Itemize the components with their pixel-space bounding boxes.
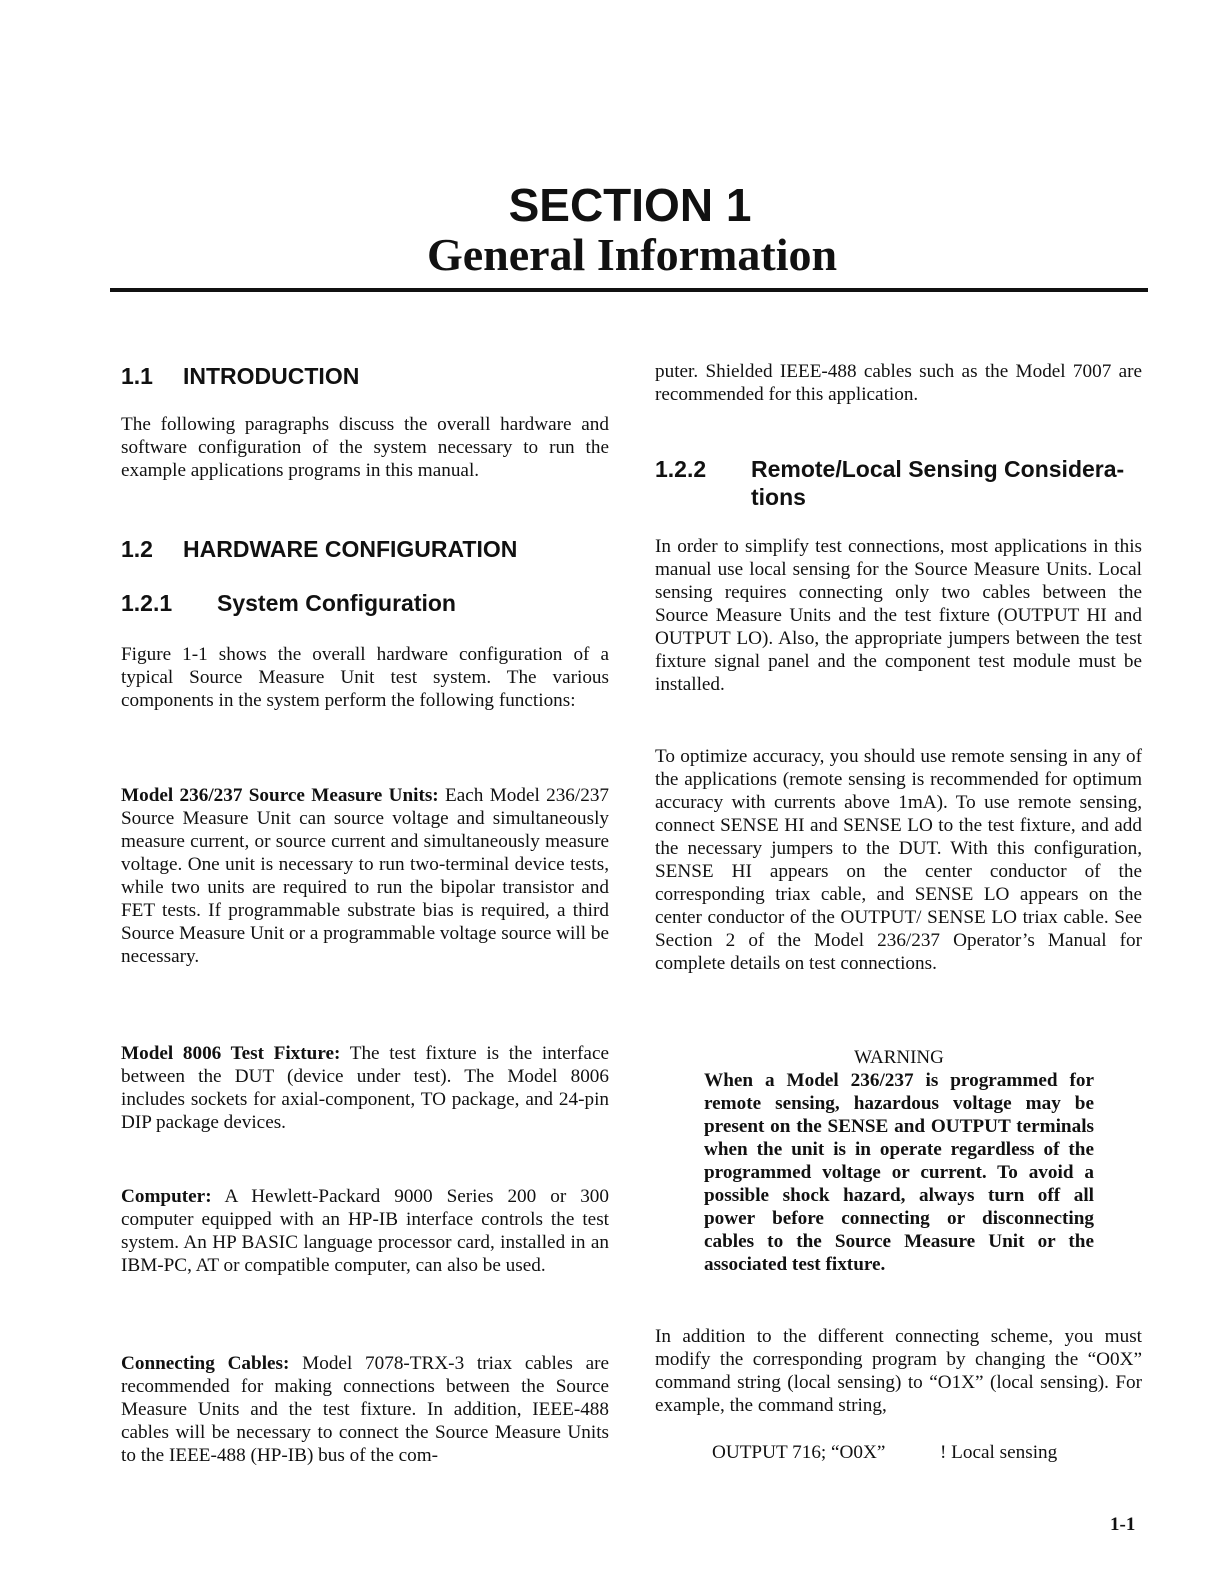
system-config-paragraph: Figure 1-1 shows the overall hardware configuration of a typical Source Measure Unit test system. The various components in the system perform the following functions: bbox=[121, 644, 609, 711]
fixture-paragraph bbox=[121, 1042, 609, 1134]
heading-text: HARDWARE CONFIGURATION bbox=[183, 536, 518, 562]
heading-number: 1.1 bbox=[121, 363, 153, 389]
code-command: OUTPUT 716; “O0X” bbox=[712, 1442, 886, 1463]
heading-1-2 bbox=[121, 535, 609, 563]
heading-1-2-1 bbox=[121, 589, 609, 617]
fixture-text: The test fixture is the interface between the DUT (device under test). The Model 8006 includes sockets for axial-component, TO package, and 24-pin DIP package devices. bbox=[121, 1043, 609, 1133]
heading-1-1 bbox=[121, 362, 609, 390]
heading-text: INTRODUCTION bbox=[183, 363, 360, 389]
heading-text: Remote/Local Sensing Considera-tions bbox=[751, 456, 1125, 510]
page-number: 1-1 bbox=[1110, 1514, 1136, 1535]
sensing-paragraph: In order to simplify test connections, most applications in this manual use local sensing for the Source Measure Units. Local sensing requires connecting only two cables between the Source Measure Units and the test fixture (OUTPUT HI and OUTPUT LO). Also, the appropriate jumpers between the test fixture signal panel and the component test module must be installed. bbox=[655, 536, 1142, 695]
computer-label: Computer: bbox=[121, 1186, 212, 1207]
heading-number: 1.2.1 bbox=[121, 590, 173, 616]
cables-label: Connecting Cables: bbox=[121, 1353, 290, 1374]
computer-text: A Hewlett-Packard 9000 Series 200 or 300 computer equipped with an HP-IB interface controls the test system. An HP BASIC language processor card, installed in an IBM-PC, AT or compatible computer, can also be used. bbox=[121, 1186, 609, 1276]
intro-paragraph: The following paragraphs discuss the overall hardware and software configuration of the system necessary to run the example applications programs in this manual. bbox=[121, 414, 609, 481]
section-number: SECTION 1 bbox=[508, 179, 752, 231]
cables-paragraph bbox=[121, 1352, 609, 1467]
code-comment: ! Local sensing bbox=[940, 1442, 1058, 1463]
smu-label: Model 236/237 Source Measure Units: bbox=[121, 785, 439, 806]
warning-text: When a Model 236/237 is programmed for remote sensing, hazardous voltage may be present on the SENSE and OUTPUT terminals when the unit is in operate regardless of the programmed voltage or current. To avoid a possible shock hazard, always turn off all power before connecting or disconnecting cables to the Source Measure Unit or the associated test fixture. bbox=[704, 1070, 1094, 1275]
warning-title: WARNING bbox=[854, 1047, 944, 1068]
continued-paragraph: puter. Shielded IEEE-488 cables such as the Model 7007 are recommended for this application. bbox=[655, 361, 1142, 405]
remote-sensing-paragraph: To optimize accuracy, you should use remote sensing in any of the applications (remote sensing is recommended for optimum accuracy with currents above 1mA). To use remote sensing, connect SENSE HI and SENSE LO to the test fixture, and add the necessary jumpers to the DUT. With this configuration, SENSE HI appears on the center conductor of the corresponding triax cable, and SENSE LO appears on the center conductor of the OUTPUT/ SENSE LO triax cable. See Section 2 of the Model 236/237 Operator’s Manual for complete details on test connections. bbox=[655, 746, 1142, 974]
smu-text: Each Model 236/237 Source Measure Unit can source voltage and simultaneously measure current, or source current and simultaneously measure voltage. One unit is necessary to run two-terminal device tests, while two units are required to run the bipolar transistor and FET tests. If programmable substrate bias is required, a third Source Measure Unit or a programmable voltage source will be necessary. bbox=[121, 785, 610, 967]
heading-number: 1.2 bbox=[121, 536, 153, 562]
title-rule bbox=[110, 288, 1148, 292]
cables-text: Model 7078-TRX-3 triax cables are recommended for making connections between the Source Measure Units and the test fixture. In addition, IEEE-488 cables will be necessary to connect the Source Measure Units to the IEEE-488 (HP-IB) bus of the com- bbox=[121, 1353, 609, 1466]
smu-paragraph bbox=[121, 784, 609, 968]
heading-text: System Configuration bbox=[217, 590, 456, 616]
heading-number: 1.2.2 bbox=[655, 456, 707, 482]
computer-paragraph bbox=[121, 1185, 609, 1277]
scheme-paragraph: In addition to the different connecting scheme, you must modify the corresponding program by changing the “O0X” command string (local sensing) to “O1X” (local sensing). For example, the command string, bbox=[655, 1326, 1142, 1416]
fixture-label: Model 8006 Test Fixture: bbox=[121, 1043, 341, 1064]
heading-1-2-2 bbox=[655, 455, 1142, 511]
section-title: General Information bbox=[426, 229, 838, 280]
